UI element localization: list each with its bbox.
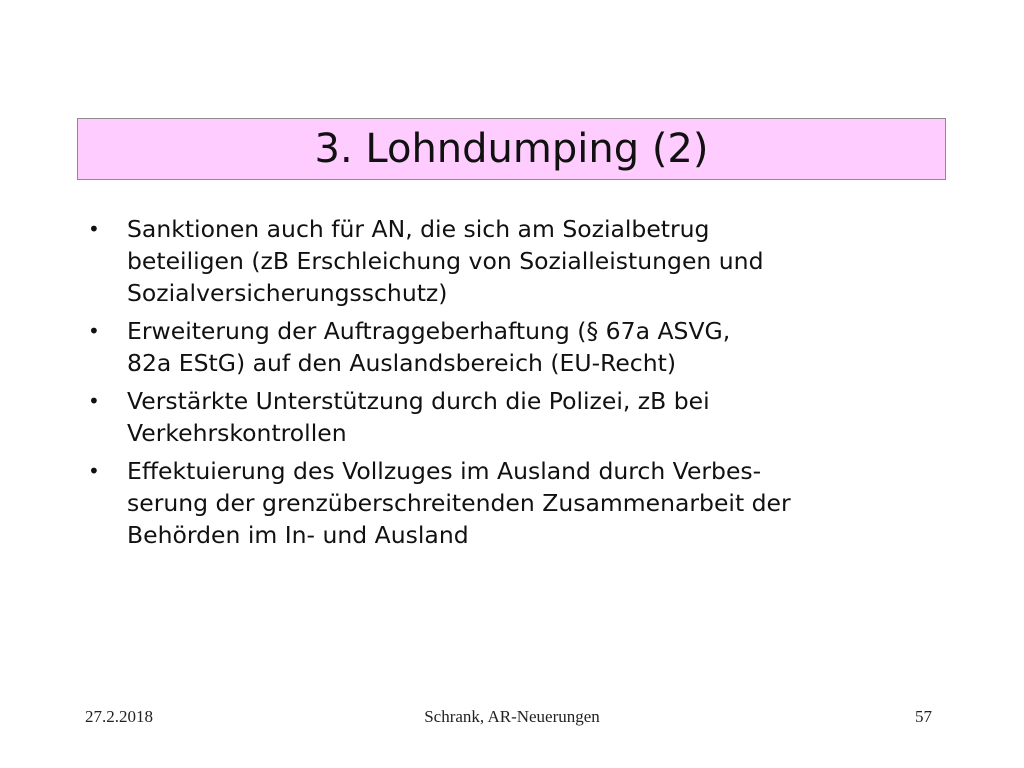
bullet-text-line: 82a EStG) auf den Auslandsbereich (EU-Recht) <box>127 349 676 377</box>
page-number: 57 <box>915 707 932 726</box>
bullet-text-line: Erweiterung der Auftraggeberhaftung (§ 67a ASVG, <box>127 317 731 345</box>
bullet-text-line: beteiligen (zB Erschleichung von Sozialleistungen und <box>127 247 764 275</box>
bullet-marker: • <box>88 217 100 241</box>
bullet-text-line: Effektuierung des Vollzuges im Ausland durch Verbes- <box>127 457 762 485</box>
bullet-marker: • <box>88 459 100 483</box>
bullet-text-line: Sozialversicherungsschutz) <box>127 279 448 307</box>
footer-date: 27.2.2018 <box>85 707 153 726</box>
bullet-item <box>88 385 948 449</box>
bullet-marker: • <box>88 319 100 343</box>
title-box <box>77 118 946 180</box>
bullet-text-line: Verkehrskontrollen <box>127 419 347 447</box>
bullet-marker: • <box>88 389 100 413</box>
bullet-item <box>88 315 948 379</box>
bullet-list <box>88 213 948 557</box>
bullet-text-line: Verstärkte Unterstützung durch die Polizei, zB bei <box>127 387 710 415</box>
bullet-text-line: Behörden im In- und Ausland <box>127 521 469 549</box>
slide-title: 3. Lohndumping (2) <box>314 126 709 172</box>
bullet-item <box>88 213 948 309</box>
footer-author-topic: Schrank, AR-Neuerungen <box>424 707 600 726</box>
bullet-text-line: Sanktionen auch für AN, die sich am Sozialbetrug <box>127 215 710 243</box>
bullet-item <box>88 455 948 551</box>
bullet-text-line: serung der grenzüberschreitenden Zusammenarbeit der <box>127 489 791 517</box>
